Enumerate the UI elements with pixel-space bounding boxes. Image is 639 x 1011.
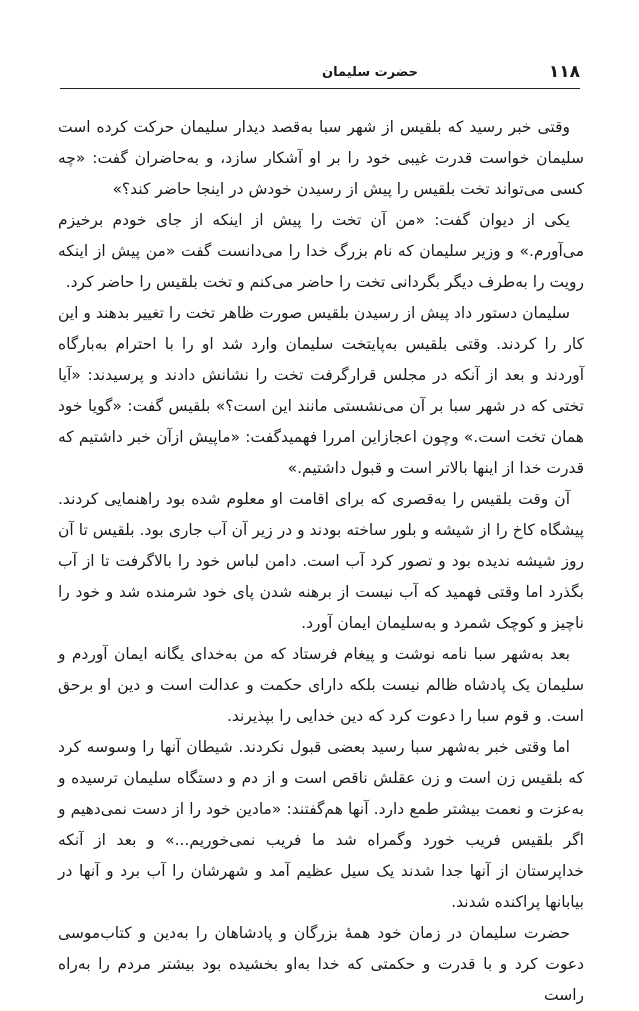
running-title: حضرت سلیمان: [322, 65, 418, 80]
body-text: [58, 112, 584, 1011]
paragraph: وقتی خبر رسید که بلقیس از شهر سبا به‌قصد دیدار سلیمان حرکت کرده است سلیمان خواست قدرت غیبی خود را بر او آشکار سازد، و به‌حاضران گفت: «چه کسی می‌تواند تخت بلقیس را پیش از رسیدن خودش در اینجا حاضر کند؟»: [58, 118, 584, 198]
page-number: ۱۱۸: [548, 62, 580, 82]
paragraph: اما وقتی خبر به‌شهر سبا رسید بعضی قبول نکردند. شیطان آنها را وسوسه کرد که بلقیس زن است و زن عقلش ناقص است و از دم و دستگاه سلیمان ترسیده و به‌عزت و نعمت بیشتر طمع دارد. آنها هم‌گفتند: «مادین خود را از دست نمی‌دهیم و اگر بلقیس فریب خورد وگمراه شد ما فریب نمی‌خوریم...» و بعد از آنکه خداپرستان از آنها جدا شدند یک سیل عظیم آمد و شهرشان را آب برد و آنها در بیابانها پراکنده شدند.: [58, 738, 584, 911]
paragraph: حضرت سلیمان در زمان خود همهٔ بزرگان و پادشاهان را به‌دین و کتاب‌موسی دعوت کرد و با قدرت و حکمتی که خدا به‌او بخشیده بود بیشتر مردم را به‌راه راست: [58, 924, 584, 1004]
paragraph: بعد به‌شهر سبا نامه نوشت و پیغام فرستاد که من به‌خدای یگانه ایمان آوردم و سلیمان یک پادشاه ظالم نیست بلکه دارای حکمت و عدالت است و دین او برحق است. و قوم سبا را دعوت کرد که دین خدایی را بپذیرند.: [58, 645, 584, 725]
paragraph: یکی از دیوان گفت: «من آن تخت را پیش از اینکه از جای خودم برخیزم می‌آورم.» و وزیر سلیمان که نام بزرگ خدا را می‌دانست گفت «من پیش از اینکه رویت را به‌طرف دیگر بگردانی تخت را حاضر می‌کنم و تخت بلقیس را حاضر کرد.: [58, 211, 584, 291]
paragraph: آن وقت بلقیس را به‌قصری که برای اقامت او معلوم شده بود راهنمایی کردند. پیشگاه کاخ را از شیشه و بلور ساخته بودند و در زیر آن آب جاری بود. بلقیس تا آن روز شیشه ندیده بود و تصور کرد آب است. دامن لباس خود را بالاگرفت تا از آب بگذرد اما وقتی فهمید که آب نیست از برهنه شدن پای خود شرمنده شد و خود را ناچیز و کوچک شمرد و به‌سلیمان ایمان آورد.: [58, 490, 584, 632]
page-header: [60, 62, 580, 89]
paragraph: سلیمان دستور داد پیش از رسیدن بلقیس صورت ظاهر تخت را تغییر بدهند و این کار را کردند. وقتی بلقیس به‌پایتخت سلیمان وارد شد او را با احترام به‌بارگاه آوردند و بعد از آنکه در مجلس قرارگرفت تخت را نشانش دادند و پرسیدند: «آیا تختی که در شهر سبا بر آن می‌نشستی مانند این است؟» بلقیس گفت: «گویا خود همان تخت است.» وچون اعجازاین امررا فهمیدگفت: «ماپیش ازآن خبر داشتیم که قدرت خدا از اینها بالاتر است و قبول داشتیم.»: [58, 304, 584, 477]
